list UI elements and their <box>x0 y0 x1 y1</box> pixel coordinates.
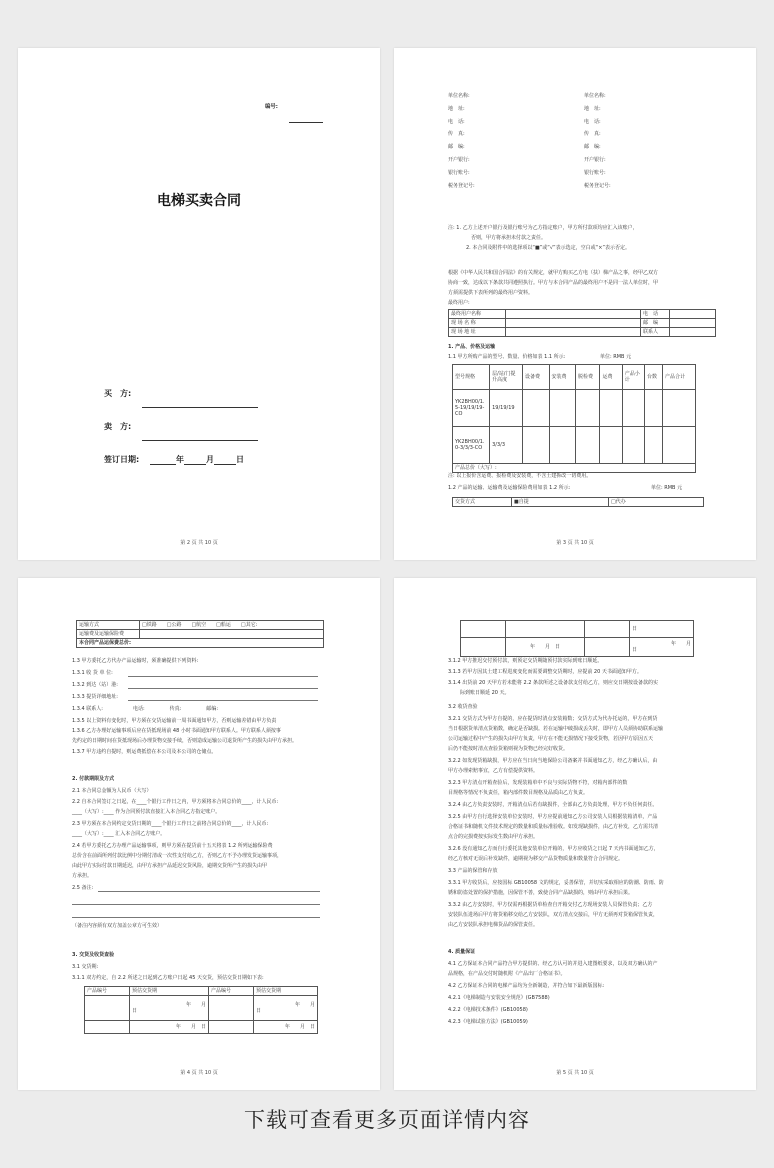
note-2: 2. 本合同及附件中的选择项以“■”或“√”表示选定，空白或“×”表示否定。 <box>466 245 631 251</box>
para-3-2-1b: 当日根据货单清点货箱数，确定是否缺损。若在运输中破损或丢失时，即甲方人员须协助联系运输 <box>448 726 664 732</box>
section-1-heading: 1. 产品、价格及运输 <box>448 344 496 350</box>
table-cell <box>506 319 641 328</box>
para-3-2: 3.2 收货查验 <box>448 704 478 710</box>
table-cell: 联系人 <box>641 328 670 337</box>
table-cell: 本合同产品运保费总价: <box>77 639 324 648</box>
table-cell <box>670 328 716 337</box>
para-3-3-2b: 安装队伍进场后甲方将货箱移交给乙方安装队，双方清点交接后，甲方无须再对货箱保管负责， <box>448 912 659 918</box>
product-table <box>452 364 696 473</box>
section-1-2: 1.2 产品的运输、运输费及运输保险费用如表 1.2 所示: <box>448 485 571 491</box>
para-3-3-1a: 3.3.1 甲方收货后，应按国标 GB10058 文的规定，妥善保管，并切实采取相应的防潮、防雨、防 <box>448 880 664 886</box>
section-4-heading: 4. 质量保证 <box>448 949 476 955</box>
para-4-2: 4.2 乙方保证本合同的电梯产品均为全新制造，并符合如下最新版国标: <box>448 983 605 989</box>
field-label: 电 话: <box>584 118 601 125</box>
buyer-label: 买 方: <box>104 389 132 398</box>
table-header: 安装费 <box>549 365 576 390</box>
note-1b: 否则，甲方将承担未付款之责任。 <box>471 235 547 241</box>
unit-label: 单位: RMB 元 <box>600 354 632 360</box>
field-label: 银行账号: <box>448 169 470 176</box>
date-cell: 年 月 日 <box>630 638 694 657</box>
table-header: 产品小计 <box>622 365 644 390</box>
seller-line <box>142 422 258 441</box>
para-2-4b: 总价含在前面所列付款比例中分期付清或一次性支付给乙方，否则乙方不予办理发货运输事项， <box>72 853 283 859</box>
seller-label: 卖 方: <box>104 422 132 431</box>
contract-number-line <box>289 104 323 123</box>
para-1-3-1: 1.3.1 收 货 单 位: <box>72 670 113 676</box>
table-header: 台数 <box>645 365 663 390</box>
download-caption[interactable]: 下载可查看更多页面详情内容 <box>244 1108 530 1132</box>
table-header: 运费 <box>600 365 622 390</box>
table-cell: 邮 编 <box>641 319 670 328</box>
table-header: 层/站/门提升高度 <box>490 365 523 390</box>
intro-line-3: 方须需提供下表所列的最终用户资料。 <box>448 290 534 296</box>
table-cell: 3/3/3 <box>490 427 523 464</box>
intro-line-2: 协商一致，达成以下条款共同遵照执行。甲方与本合同产品的最终用户不是同一法人单位时，甲 <box>448 280 659 286</box>
para-3-2-6b: 经乙方核对无误后补发缺件，逾期视为移交产品货物质量和数量符合合同规定。 <box>448 856 624 862</box>
sign-date-fields <box>150 454 244 465</box>
para-2-4d: 方承担。 <box>72 873 93 879</box>
para-3-2-5b: 合格证书和随机文件技术规定的数量和质量标准验收。如发现缺损件，由乙方补发，乙方需共清 <box>448 824 659 830</box>
table-header: 预估交货期 <box>254 987 318 996</box>
table-row <box>453 498 704 507</box>
table-row <box>453 464 696 473</box>
table-cell <box>506 310 641 319</box>
para-3-2-1d: 后仍不能按时清点查验货箱则视为货物已经完好收货。 <box>448 746 569 752</box>
document-page-5 <box>394 578 756 1090</box>
section-1-1: 1.1 甲方所购产品的型号、数量、价格如表 1.1 所示: <box>448 354 566 360</box>
para-3-1-1: 3.1.1 双方约定，自 2.2 所述之日起到乙方账户日起 45 天交货，预估交货日期如下表: <box>72 975 264 981</box>
field-label: 地 址: <box>448 105 465 112</box>
field-label: 单位名称: <box>448 93 470 99</box>
para-3-2-4: 3.2.4 由乙方负责安装时，开箱清点后若有缺损件，全部由乙方负责处理，甲方不负任何责任。 <box>448 802 658 808</box>
para-2-2b: ____（大写）:____ 作为合同预付款直接汇入本合同乙方指定账户。 <box>72 809 221 815</box>
table-header-row <box>85 987 318 996</box>
table-cell: 运输方式 <box>77 621 140 630</box>
field-label: 税务登记号: <box>448 182 475 189</box>
table-header: 型号规格 <box>453 365 490 390</box>
table-header: 产品编号 <box>209 987 254 996</box>
table-cell: 交货方式 <box>453 498 512 507</box>
field-label: 邮 编: <box>448 144 465 151</box>
document-page-2 <box>18 48 380 560</box>
para-1-3-7: 1.3.7 甲方违约自提时，则运费抵偿在本公司及本公司的仓储点。 <box>72 749 217 755</box>
page-footer: 第 3 页 共 10 页 <box>556 540 594 546</box>
para-4-2-3: 4.2.3《电梯试验方法》(GB10059) <box>448 1019 528 1025</box>
table-cell <box>506 328 641 337</box>
para-1-3-5: 1.3.5 以上资料有变化时，甲方须在交货运输前一周书面通知甲方，否则运输差错由甲方负责 <box>72 718 277 724</box>
page-footer: 第 2 页 共 10 页 <box>180 540 218 546</box>
para-3-3-1b: 锈和防盗处置的保护措施，因保管不善，致使合同产品缺损的，则由甲方承担后果。 <box>448 890 634 896</box>
para-3-1-4b: 际到账日顺延 20 天。 <box>460 690 510 696</box>
field-label: 单位名称: <box>584 93 606 99</box>
para-3-2-3a: 3.2.3 甲方清点开箱查验后，发现装箱单中不良与实际货物不符，对箱内部件的数 <box>448 780 628 786</box>
table-header: 产品编号 <box>85 987 130 996</box>
para-3-3-2c: 由乙方安装队承担电梯货品的保管责任。 <box>448 922 539 928</box>
total-cell: 产品总价（大写）: <box>453 464 696 473</box>
para-2-2a: 2.2 自本合同签订之日起，在____个银行工作日之内，甲方须将本合同总价的____，计人民币: <box>72 799 279 805</box>
table-row <box>77 639 324 648</box>
para-3-2-1a: 3.2.1 交货方式为甲方自提的，应在提货时清点安装箱数；交货方式为代办托运的，甲方在到货 <box>448 716 658 722</box>
page-footer: 第 4 页 共 10 页 <box>180 1070 218 1076</box>
date-cell: 年 月 日 <box>130 1021 209 1034</box>
section-3-heading: 3. 交货及收货查验 <box>72 952 115 958</box>
page-footer: 第 5 页 共 10 页 <box>556 1070 594 1076</box>
date-cell: 年 月 日 <box>254 1021 318 1034</box>
para-3-1: 3.1 交货期: <box>72 964 99 970</box>
field-label: 电 话: <box>448 118 465 125</box>
para-4-1a: 4.1 乙方保证本合同产品符合甲方提供的、经乙方认可的并进入建图纸要求，以及双方确认的产 <box>448 961 658 967</box>
table-cell: 最终用户名称 <box>449 310 506 319</box>
table-row <box>449 328 716 337</box>
table-cell: 19/19/19 <box>490 390 523 427</box>
table-row <box>85 996 318 1021</box>
table-cell: 现 场 地 址 <box>449 328 506 337</box>
table-row <box>461 621 694 638</box>
contract-title: 电梯买卖合同 <box>157 193 241 209</box>
para-2-3a: 2.3 甲方须在本合同约定交货日期的____个银行工作日之前将合同总价的____，计人民币: <box>72 821 269 827</box>
para-2-1: 2.1 本合同总金额为人民币（大写） <box>72 788 152 794</box>
table-cell <box>670 310 716 319</box>
para-1-3-3: 1.3.3 提货详细地址: <box>72 694 118 700</box>
transport-options: □铁路 □公路 □航空 □船运 □其它: <box>140 621 324 630</box>
table-row <box>453 427 696 464</box>
sign-date-label: 签订日期: <box>104 455 140 464</box>
table-cell <box>140 630 324 639</box>
field-label: 银行账号: <box>584 169 606 176</box>
month-label: 月 <box>206 455 214 464</box>
table-header: 设备费 <box>523 365 550 390</box>
para-3-2-5a: 3.2.5 由甲方自行选择安装单位安装时，甲方应提前通知乙方公司安装人员根据装箱清单，产品 <box>448 814 658 820</box>
day-label: 日 <box>236 455 244 464</box>
table-cell <box>670 319 716 328</box>
para-3-2-2b: 甲方办理索赔事宜，乙方有偿提供资料。 <box>448 768 539 774</box>
para-1-3-6a: 1.3.6 乙方办理好运输事项后应在货抵现场前 48 小时书面通知甲方联系人。甲方联系人须按事 <box>72 728 281 734</box>
table-header-row <box>453 365 696 390</box>
intro-line-1: 根据《中华人民共和国合同法》的有关规定，就甲方购买乙方电（扶）梯产品之事，经甲乙双方 <box>448 270 659 276</box>
field-label: 传 真: <box>448 131 465 138</box>
table-row <box>461 638 694 657</box>
para-1-3-2: 1.3.2 到达（站）港: <box>72 682 118 688</box>
table-cell: 现 场 名 称 <box>449 319 506 328</box>
checkbox-self-pickup: ■自提 <box>512 498 609 507</box>
contract-number-label: 编号: <box>265 104 278 110</box>
field-label: 地 址: <box>584 105 601 112</box>
para-2-4c: 由此甲方实际付款日期延迟，由甲方承担产品延迟交货风险，逾期交货所产生的损失由甲 <box>72 863 268 869</box>
table-row <box>449 310 716 319</box>
para-3-3: 3.3 产品的保管和存放 <box>448 868 498 874</box>
party-b-fields <box>584 93 611 195</box>
delivery-schedule-table <box>84 986 318 1034</box>
table-cell: 运输费及运输保险费 <box>77 630 140 639</box>
note-1: 注: 1. 乙方上述开户银行及银行账号为乙方指定账户，甲方所付款项均应汇入该账户， <box>448 225 638 231</box>
party-a-fields <box>448 93 475 195</box>
unit-label-2: 单位: RMB 元 <box>651 485 683 491</box>
remark-note: （备注内容须有双方加盖公章方可生效） <box>72 923 163 929</box>
para-2-5: 2.5 备注: <box>72 885 94 891</box>
end-user-label: 最终用户: <box>448 300 470 306</box>
buyer-line <box>142 389 258 408</box>
para-3-2-5c: 点合的完损费按实际发生数由甲方承担。 <box>448 834 539 840</box>
para-3-2-2a: 3.2.2 如发现货箱缺损，甲方应在当日向当地保险公司备案并书面通知乙方，经乙方确认后，由 <box>448 758 658 764</box>
table-row <box>453 390 696 427</box>
field-label: 邮 编: <box>584 144 601 151</box>
para-3-1-4a: 3.1.4 出货前 20 天甲方若未能将 2.2 条款所述之设备款支付给乙方，则应交日期按设备款的实 <box>448 680 658 686</box>
delivery-method-table <box>452 497 704 507</box>
date-cell: 年 月 日 <box>254 996 318 1021</box>
para-1-3-4: 1.3.4 联系人: 电话: 传真: 邮编: <box>72 706 219 712</box>
delivery-schedule-table-continued <box>460 620 694 657</box>
para-2-4a: 2.4 若甲方委托乙方办理产品运输事项，则甲方须在提货前十五天将表 1.2 所列运输保险费 <box>72 843 273 849</box>
note-3: 注: 以上报价含运费、报检费及安装费，不含土建拆改一切费用。 <box>448 473 592 479</box>
document-page-4 <box>18 578 380 1090</box>
section-2-heading: 2. 付款期限及方式 <box>72 776 115 782</box>
para-4-2-2: 4.2.2《电梯技术条件》(GB10058) <box>448 1007 528 1013</box>
table-row <box>85 1021 318 1034</box>
date-cell: 日 <box>630 621 694 638</box>
table-header: 脱检费 <box>576 365 600 390</box>
para-1-3: 1.3 甲方委托乙方代办产品运输时，须准确提供下列资料: <box>72 658 199 664</box>
end-user-table <box>448 309 716 337</box>
para-3-2-1c: 公司运输过程中产生的损失由甲方负责，甲方在不能无损情况下接受货物，若因甲方原因五天 <box>448 736 654 742</box>
table-cell: YK2BH00/1.0-3/3/3-CO <box>453 427 490 464</box>
para-4-2-1: 4.2.1《电梯制造与安装安全规范》(GB7588) <box>448 995 550 1001</box>
table-header: 预估交货期 <box>130 987 209 996</box>
para-3-3-2a: 3.3.2 由乙方安装时，甲方仅需再根据货单检查自开箱交付乙方现场安装人员保管负责；乙方 <box>448 902 653 908</box>
transport-table <box>76 620 324 648</box>
para-4-1b: 品规格，在产品交付时随机附《产品出厂合格证书》。 <box>448 971 566 977</box>
checkbox-agent-shipping: □代办 <box>609 498 704 507</box>
para-3-1-3: 3.1.3 若甲方因其土建工程进度变化而需要调整交货期时，应提前 20 天书面通知甲方。 <box>448 669 642 675</box>
para-3-1-2: 3.1.2 甲方推迟交付预付款，则预定交货期随预付款实际到账日顺延。 <box>448 658 603 664</box>
document-page-3 <box>394 48 756 560</box>
para-2-3b: ____（大写）:____ 汇入本合同乙方账户。 <box>72 831 166 837</box>
field-label: 开户银行: <box>584 156 606 163</box>
table-header: 产品合计 <box>663 365 696 390</box>
table-row <box>449 319 716 328</box>
para-1-3-6b: 先约定的日期时间在货抵现场后办理货物交接手续，否则造成运输公司退货所产生的损失由甲方承担。 <box>72 738 298 744</box>
year-label: 年 <box>176 455 184 464</box>
table-row <box>77 621 324 630</box>
field-label: 开户银行: <box>448 156 470 163</box>
table-row <box>77 630 324 639</box>
para-3-2-6a: 3.2.6 没有通知乙方而自行委托其他安装单位开箱的，甲方应收货之日起 7 天内书面通知乙方， <box>448 846 659 852</box>
field-label: 传 真: <box>584 131 601 138</box>
table-cell: 电 话 <box>641 310 670 319</box>
table-cell: YK2BH00/1.5-19/19/19-CO <box>453 390 490 427</box>
date-cell: 年 月 日 <box>130 996 209 1021</box>
field-label: 税务登记号: <box>584 182 611 189</box>
para-3-2-3b: 目规格等情况不负责任，箱内部件数目规格及品质由乙方负责。 <box>448 790 589 796</box>
date-cell: 年 月 日 <box>506 638 585 657</box>
